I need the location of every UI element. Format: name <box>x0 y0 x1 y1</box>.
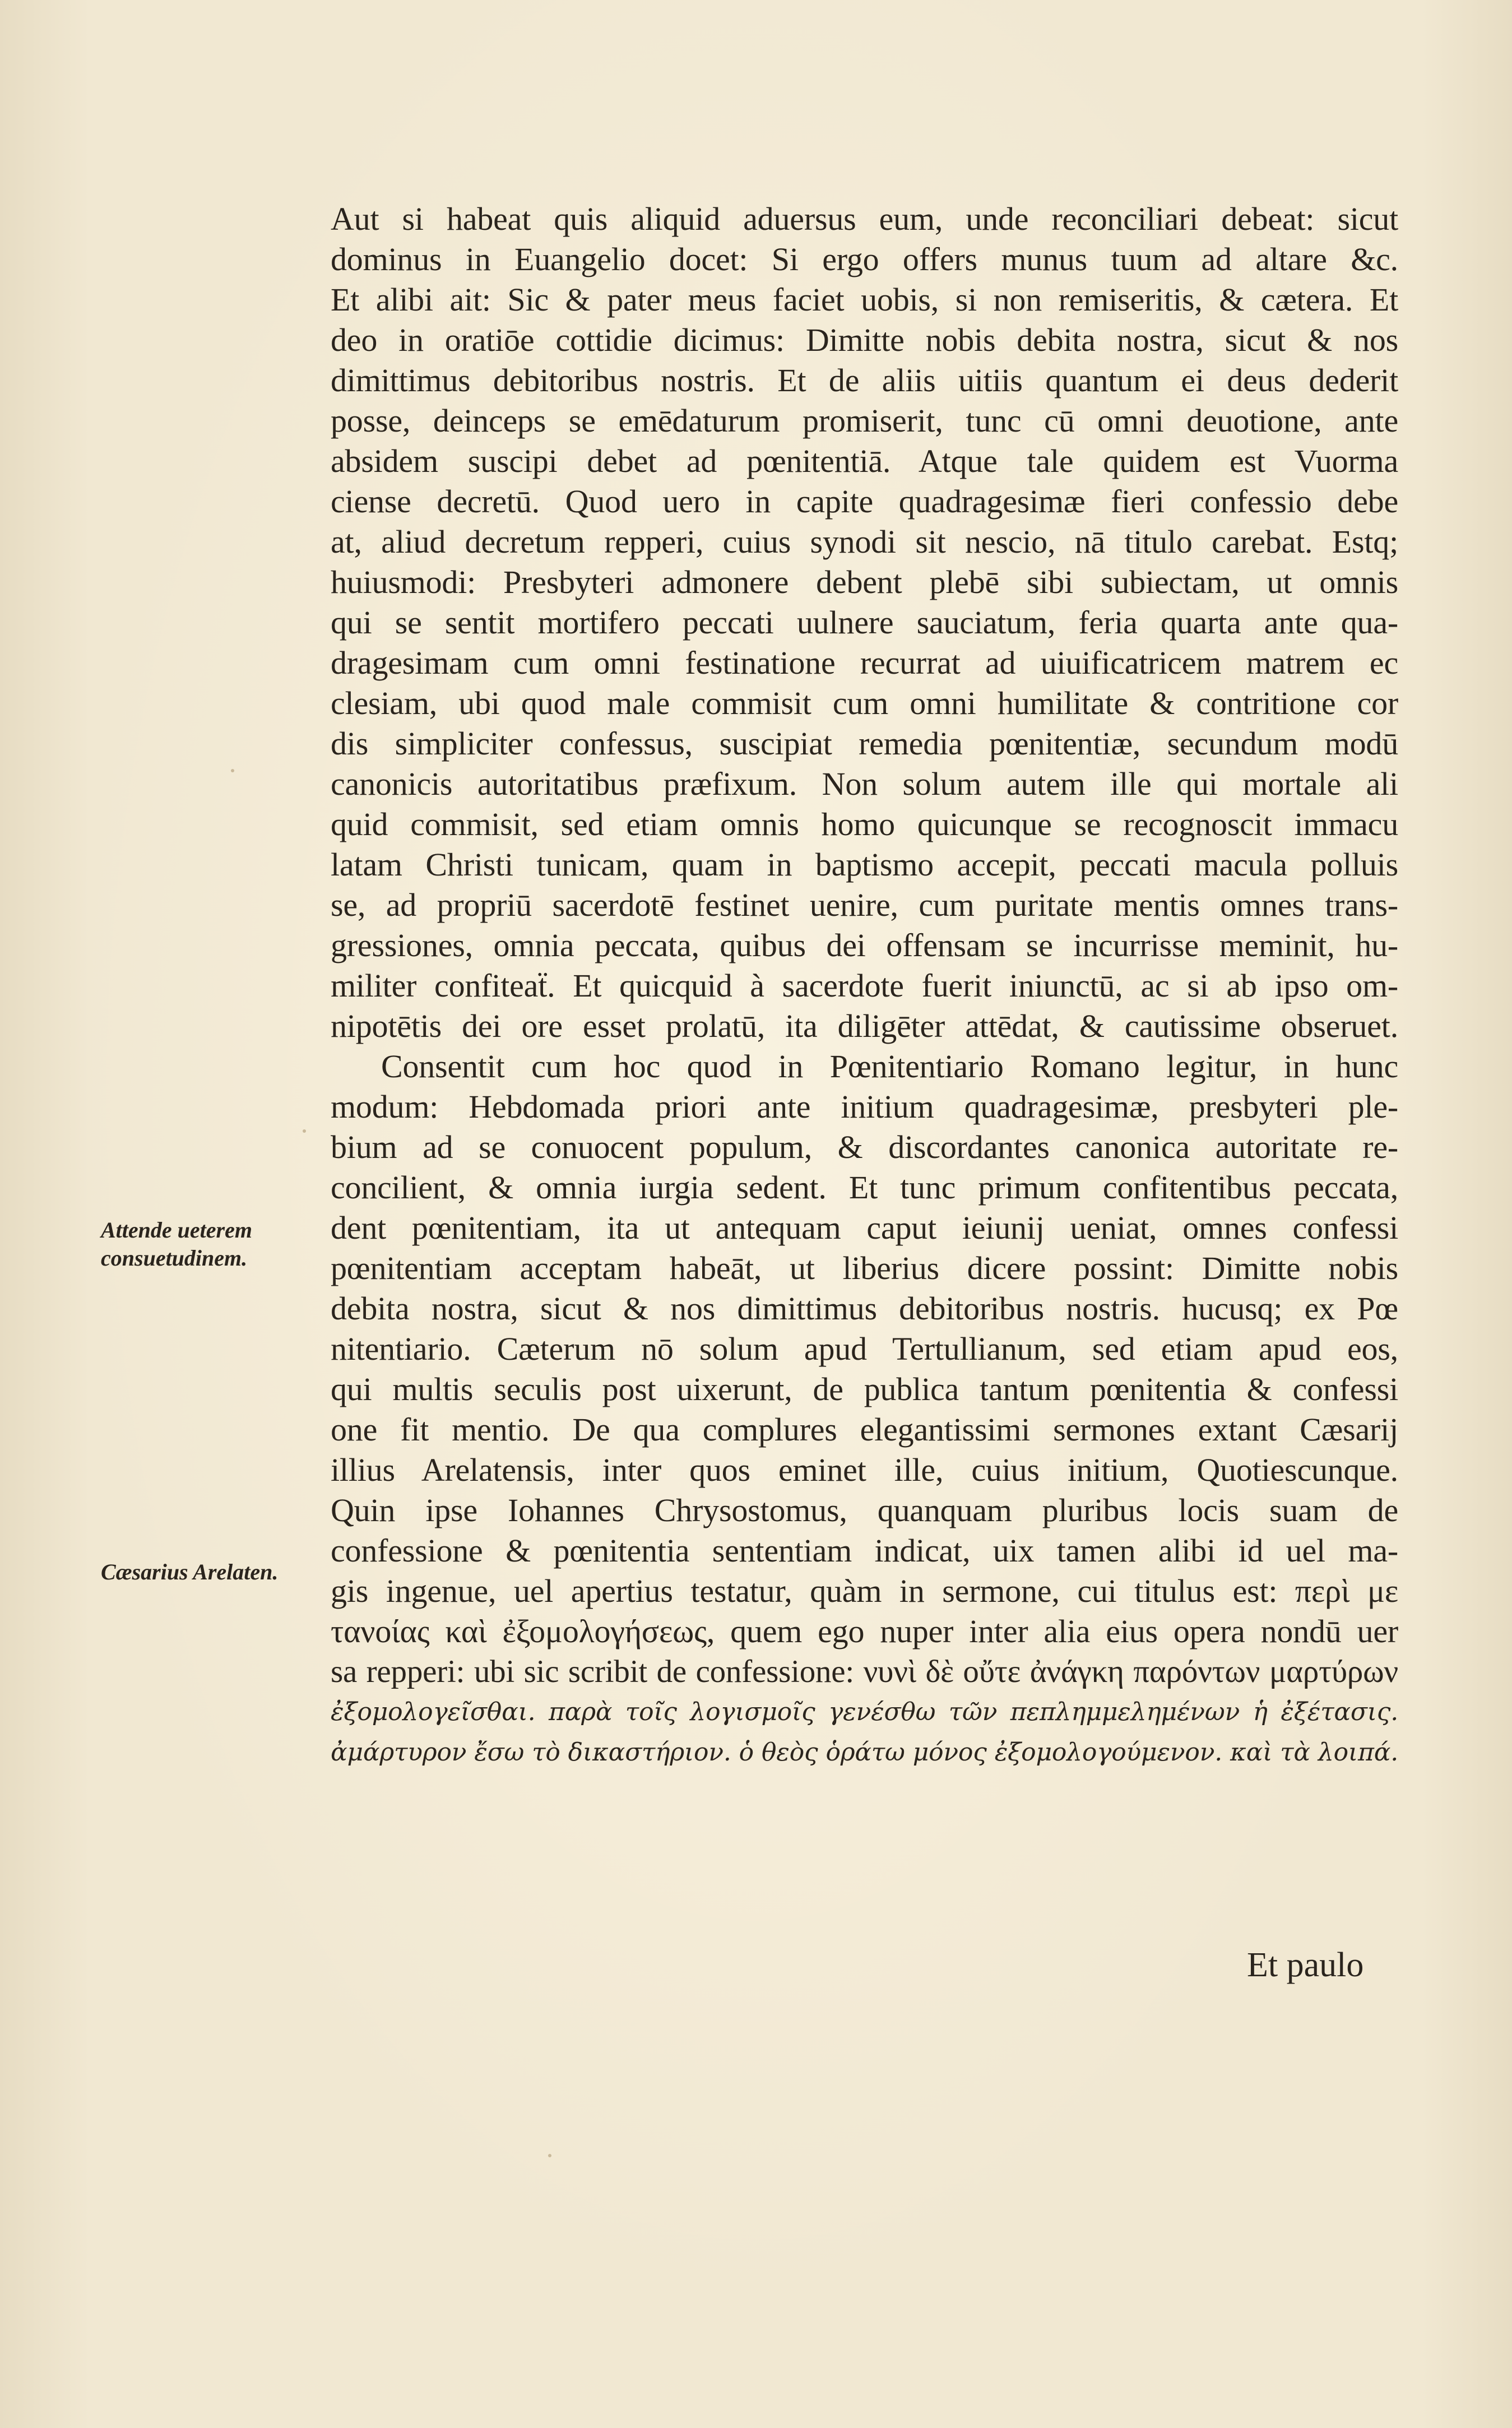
text-line: militer confiteaẗ. Et quicquid à sacerdote fuerit iniunctū, ac si ab ipso om- <box>331 967 1398 1004</box>
text-line: modum: Hebdomada priori ante initium quadragesimæ, presbyteri ple- <box>331 1088 1398 1125</box>
text-line: bium ad se conuocent populum, & discordantes canonica autoritate re- <box>331 1129 1398 1165</box>
text-line: deo in oratiōe cottidie dicimus: Dimitte nobis debita nostra, sicut & nos <box>331 322 1398 358</box>
catchword: Et paulo <box>1247 1946 1364 1984</box>
text-line: huiusmodi: Presbyteri admonere debent plebē sibi subiectam, ut omnis <box>331 564 1398 600</box>
text-line-paragraph-start: Consentit cum hoc quod in Pœnitentiario Romano legitur, in hunc <box>381 1048 1398 1085</box>
text-line: Quin ipse Iohannes Chrysostomus, quanquam pluribus locis suam de <box>331 1492 1398 1528</box>
main-text-block <box>331 199 1398 1773</box>
text-line: gis ingenue, uel apertius testatur, quàm in sermone, cui titulus est: περὶ με <box>331 1573 1398 1609</box>
text-line: dragesimam cum omni festinatione recurrat ad uiuificatricem matrem ec <box>331 645 1398 681</box>
text-line: Et alibi ait: Sic & pater meus faciet uobis, si non remiseritis, & cætera. Et <box>331 281 1398 318</box>
text-line: illius Arelatensis, inter quos eminet ille, cuius initium, Quotiescunque. <box>331 1452 1398 1488</box>
text-line: pœnitentiam acceptam habeāt, ut liberius dicere possint: Dimitte nobis <box>331 1250 1398 1286</box>
paper-speck <box>548 2154 551 2157</box>
text-line: qui se sentit mortifero peccati uulnere sauciatum, feria quarta ante qua- <box>331 604 1398 641</box>
text-line: ciense decretū. Quod uero in capite quadragesimæ fieri confessio debe <box>331 483 1398 520</box>
paper-speck <box>231 769 234 772</box>
text-line: τανοίας καὶ ἐξομολογήσεως, quem ego nuper inter alia eius opera nondū uer <box>331 1613 1398 1649</box>
text-line: sa repperi: ubi sic scribit de confessione: νυνὶ δὲ οὔτε ἀνάγκη παρόντων μαρτύρων <box>331 1654 1398 1689</box>
paper-speck <box>303 1129 306 1133</box>
text-line: confessione & pœnitentia sententiam indicat, uix tamen alibi id uel ma- <box>331 1532 1398 1569</box>
text-line: dimittimus debitoribus nostris. Et de aliis uitiis quantum ei deus dederit <box>331 362 1398 399</box>
greek-text-line: ἀμάρτυρον ἔσω τὸ δικαστήριον. ὁ θεὸς ὁράτω μόνος ἐξομολογούμενον. καὶ τὰ λοιπά. <box>331 1738 1398 1767</box>
text-line: at, aliud decretum repperi, cuius synodi sit nescio, nā titulo carebat. Estq; <box>331 523 1398 560</box>
text-line: nitentiario. Cæterum nō solum apud Tertullianum, sed etiam apud eos, <box>331 1331 1398 1367</box>
text-line: qui multis seculis post uixerunt, de publica tantum pœnitentia & confessi <box>331 1371 1398 1407</box>
text-line: absidem suscipi debet ad pœnitentiā. Atque tale quidem est Vuorma <box>331 443 1398 479</box>
text-line: quid commisit, sed etiam omnis homo quicunque se recognoscit immacu <box>331 806 1398 842</box>
text-line: one fit mentio. De qua complures elegantissimi sermones extant Cæsarij <box>331 1411 1398 1448</box>
marginal-note-line: consuetudinem. <box>101 1245 248 1271</box>
greek-text-line: ἐξομολογεῖσθαι. παρὰ τοῖς λογισμοῖς γενέσθω τῶν πεπλημμελημένων ἡ ἐξέτασις. <box>331 1698 1398 1726</box>
text-line: latam Christi tunicam, quam in baptismo accepit, peccati macula polluis <box>331 846 1398 883</box>
text-line: Aut si habeat quis aliquid aduersus eum, unde reconciliari debeat: sicut <box>331 201 1398 237</box>
marginal-note-line: Attende ueterem <box>101 1217 252 1243</box>
marginal-note-attende <box>101 1216 252 1272</box>
text-line: dent pœnitentiam, ita ut antequam caput ieiunij ueniat, omnes confessi <box>331 1210 1398 1246</box>
text-line: posse, deinceps se emēdaturum promiserit, tunc cū omni deuotione, ante <box>331 402 1398 439</box>
text-line: debita nostra, sicut & nos dimittimus debitoribus nostris. hucusq; ex Pœ <box>331 1290 1398 1327</box>
text-line: dis simpliciter confessus, suscipiat remedia pœnitentiæ, secundum modū <box>331 725 1398 762</box>
text-line: dominus in Euangelio docet: Si ergo offers munus tuum ad altare &c. <box>331 241 1398 277</box>
text-line: nipotētis dei ore esset prolatū, ita diligēter attēdat, & cautissime obseruet. <box>331 1008 1398 1044</box>
marginal-note-caesarius: Cæsarius Arelaten. <box>101 1559 279 1584</box>
text-line: se, ad propriū sacerdotē festinet uenire, cum puritate mentis omnes trans- <box>331 887 1398 923</box>
text-line: canonicis autoritatibus præfixum. Non solum autem ille qui mortale ali <box>331 766 1398 802</box>
text-line: concilient, & omnia iurgia sedent. Et tunc primum confitentibus peccata, <box>331 1169 1398 1206</box>
text-line: clesiam, ubi quod male commisit cum omni humilitate & contritione cor <box>331 685 1398 721</box>
text-line: gressiones, omnia peccata, quibus dei offensam se incurrisse meminit, hu- <box>331 927 1398 963</box>
